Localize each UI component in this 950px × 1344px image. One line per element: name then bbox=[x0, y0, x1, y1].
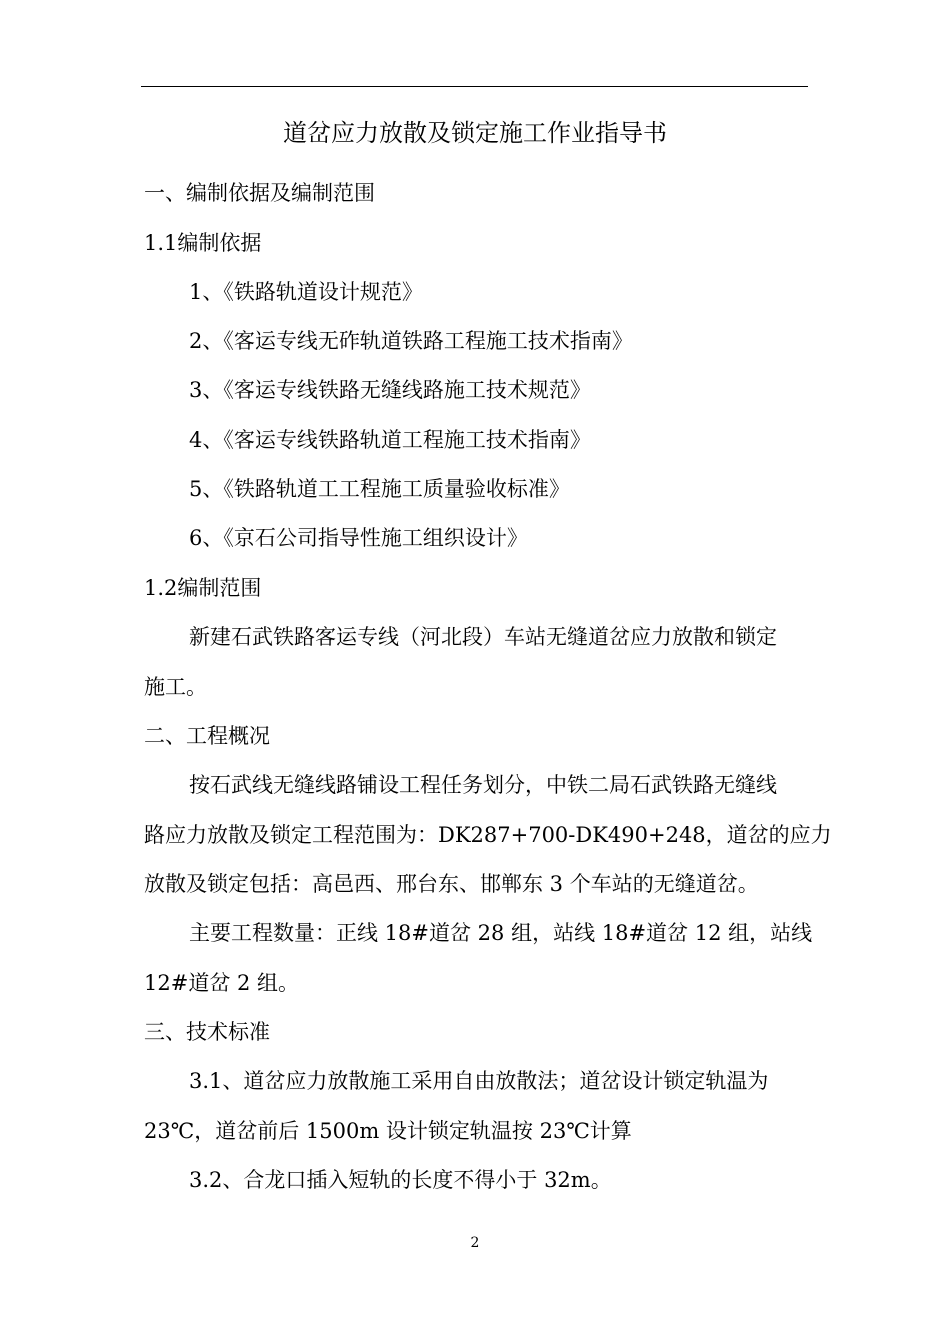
subsection-heading-basis: 1.1编制依据 bbox=[144, 231, 262, 255]
paragraph-line: 按石武线无缝线路铺设工程任务划分，中铁二局石武铁路无缝线 bbox=[189, 773, 777, 797]
paragraph-line: 新建石武铁路客运专线（河北段）车站无缝道岔应力放散和锁定 bbox=[189, 625, 777, 649]
paragraph-line: 路应力放散及锁定工程范围为：DK287+700-DK490+248，道岔的应力 bbox=[144, 823, 832, 847]
paragraph-line: 放散及锁定包括：高邑西、邢台东、邯郸东 3 个车站的无缝道岔。 bbox=[144, 872, 759, 896]
reference-item: 1、《铁路轨道设计规范》 bbox=[189, 280, 423, 304]
reference-item: 6、《京石公司指导性施工组织设计》 bbox=[189, 526, 528, 550]
header-rule bbox=[141, 86, 808, 87]
paragraph-line: 3.1、道岔应力放散施工采用自由放散法；道岔设计锁定轨温为 bbox=[189, 1069, 769, 1093]
page-number: 2 bbox=[470, 1235, 480, 1251]
reference-item: 2、《客运专线无砟轨道铁路工程施工技术指南》 bbox=[189, 329, 633, 353]
reference-item: 3、《客运专线铁路无缝线路施工技术规范》 bbox=[189, 378, 591, 402]
section-heading-basis-scope: 一、编制依据及编制范围 bbox=[144, 181, 375, 205]
paragraph-line: 3.2、合龙口插入短轨的长度不得小于 32m。 bbox=[189, 1168, 612, 1192]
reference-item: 5、《铁路轨道工工程施工质量验收标准》 bbox=[189, 477, 570, 501]
paragraph-line: 主要工程数量：正线 18#道岔 28 组，站线 18#道岔 12 组，站线 bbox=[189, 921, 813, 945]
reference-item: 4、《客运专线铁路轨道工程施工技术指南》 bbox=[189, 428, 591, 452]
section-heading-overview: 二、工程概况 bbox=[144, 724, 270, 748]
paragraph-line: 23℃，道岔前后 1500m 设计锁定轨温按 23℃计算 bbox=[144, 1119, 632, 1143]
subsection-heading-scope: 1.2编制范围 bbox=[144, 576, 262, 600]
paragraph-line: 12#道岔 2 组。 bbox=[144, 971, 300, 995]
document-title: 道岔应力放散及锁定施工作业指导书 bbox=[283, 119, 667, 147]
section-heading-standards: 三、技术标准 bbox=[144, 1020, 270, 1044]
paragraph-line: 施工。 bbox=[144, 675, 207, 699]
